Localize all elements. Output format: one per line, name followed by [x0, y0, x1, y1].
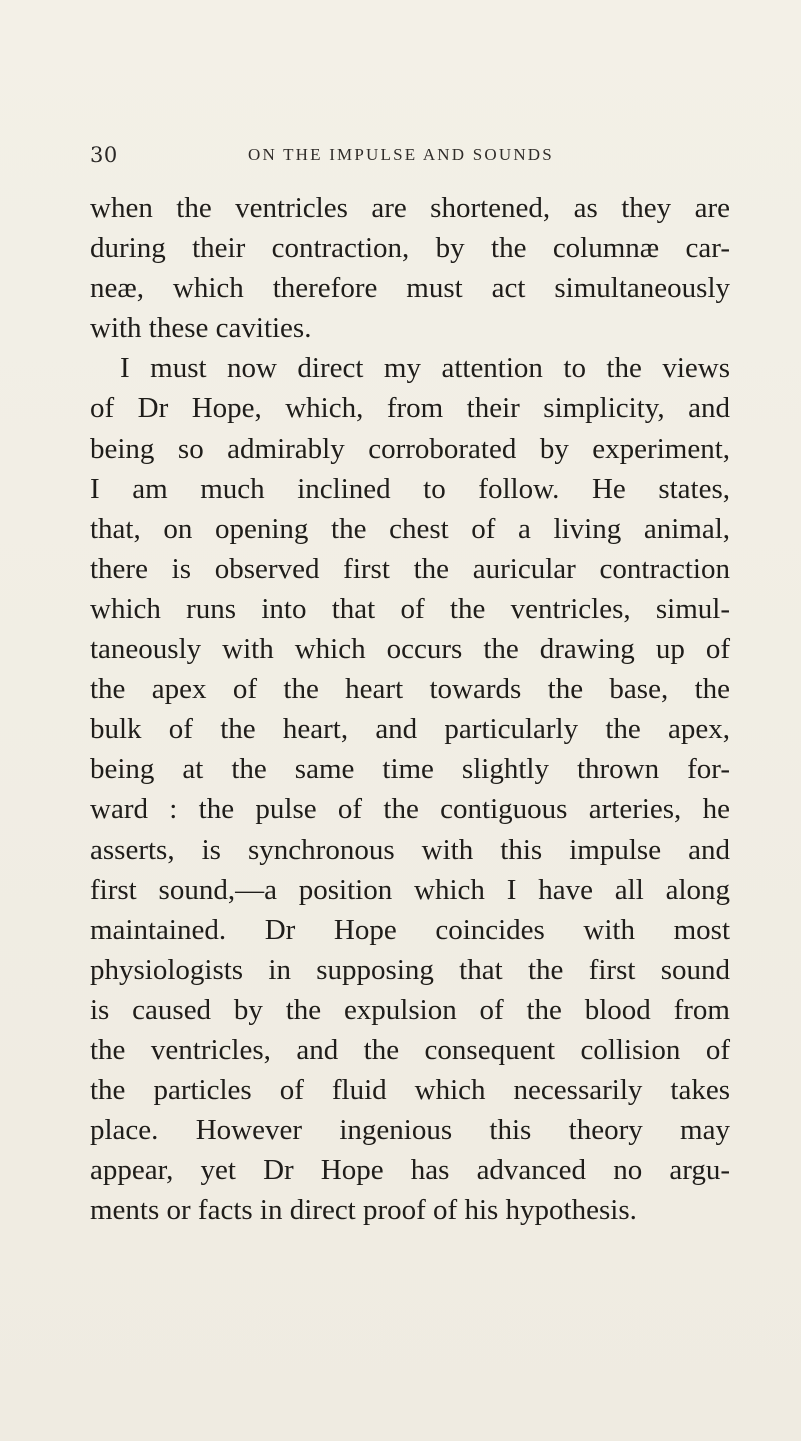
- text-line: there is observed first the auricular contraction: [90, 552, 730, 585]
- text-line: first sound,—a position which I have all along: [90, 873, 730, 906]
- text-line: maintained. Dr Hope coincides with most: [90, 913, 730, 946]
- text-line: ments or facts in direct proof of his hypothesis.: [90, 1194, 637, 1227]
- text-line: I must now direct my attention to the views: [120, 352, 730, 385]
- text-line: during their contraction, by the columnæ car-: [90, 232, 730, 265]
- text-line: when the ventricles are shortened, as they are: [90, 192, 730, 224]
- text-line: the apex of the heart towards the base, the: [90, 673, 730, 706]
- text-line: the particles of fluid which necessarily takes: [90, 1074, 730, 1107]
- text-line: of Dr Hope, which, from their simplicity, and: [90, 392, 730, 425]
- text-line: ward : the pulse of the contiguous arteries, he: [90, 793, 730, 826]
- text-line: that, on opening the chest of a living animal,: [90, 512, 730, 545]
- running-head: ON THE IMPULSE AND SOUNDS: [248, 145, 554, 164]
- text-line: the ventricles, and the consequent collision of: [90, 1033, 730, 1066]
- text-line: place. However ingenious this theory may: [90, 1114, 730, 1147]
- text-line: asserts, is synchronous with this impulse and: [90, 833, 730, 866]
- text-line: is caused by the expulsion of the blood from: [90, 993, 730, 1026]
- page-number: 30: [90, 143, 118, 167]
- text-line: physiologists in supposing that the first sound: [90, 953, 730, 986]
- text-line: I am much inclined to follow. He states,: [90, 472, 730, 505]
- text-line: being so admirably corroborated by experiment,: [90, 432, 730, 465]
- text-line: appear, yet Dr Hope has advanced no argu-: [90, 1154, 730, 1187]
- body-text: [90, 188, 730, 1230]
- text-line: taneously with which occurs the drawing up of: [90, 633, 730, 666]
- text-line: which runs into that of the ventricles, simul-: [90, 592, 730, 625]
- text-line: with these cavities.: [90, 312, 312, 345]
- text-line: being at the same time slightly thrown for-: [90, 753, 730, 786]
- text-line: neæ, which therefore must act simultaneously: [90, 272, 730, 305]
- page-header: [0, 143, 801, 173]
- text-line: bulk of the heart, and particularly the apex,: [90, 713, 730, 746]
